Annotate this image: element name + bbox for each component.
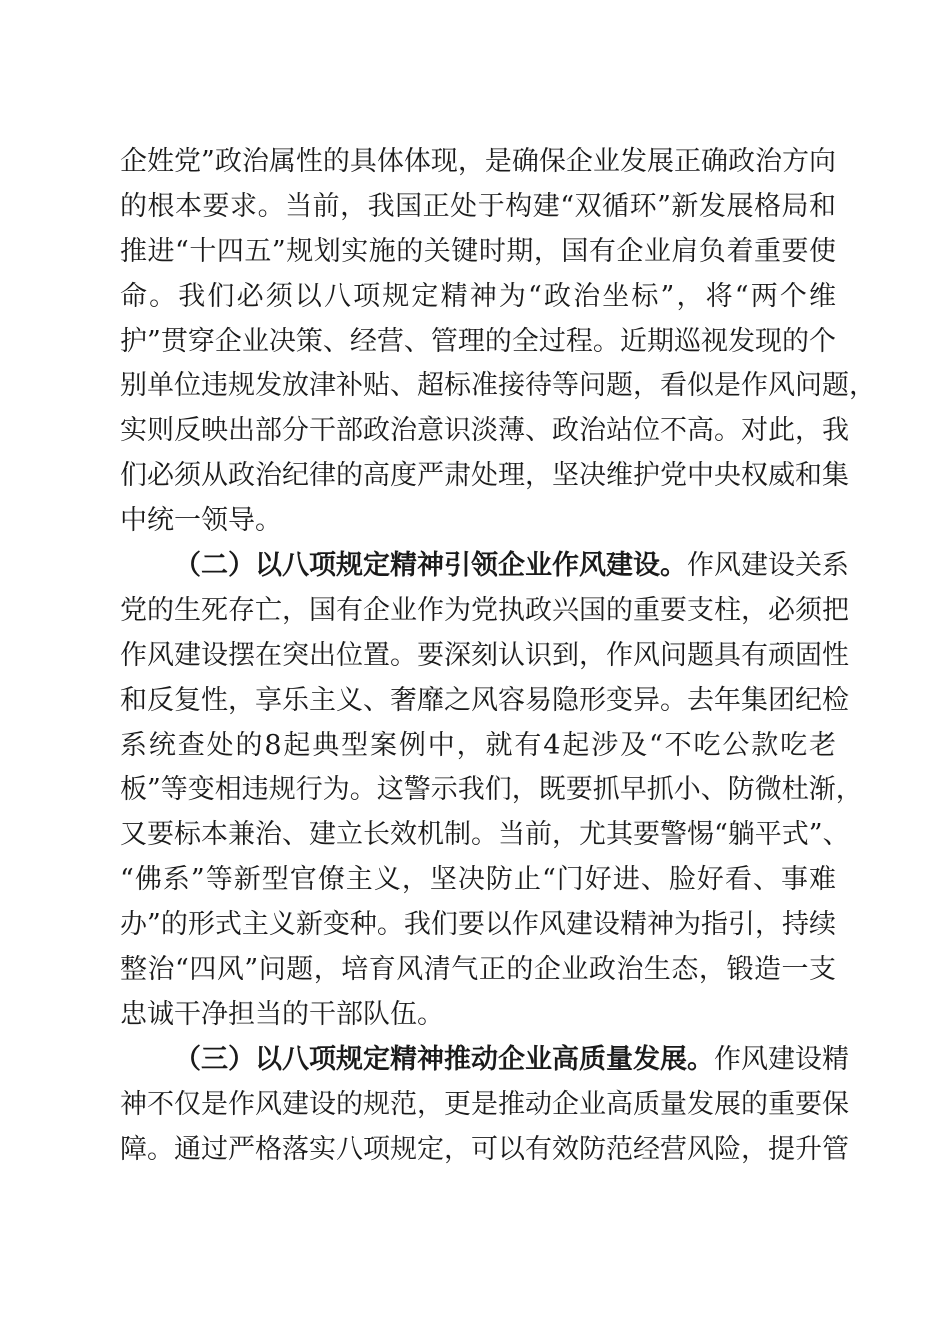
text-fragment: 作风建设精: [714, 1043, 849, 1075]
text-line: 忠诚干净担当的干部队伍。: [120, 998, 444, 1030]
text-line: 的根本要求。当前，我国正处于构建“双循环”新发展格局和: [120, 190, 836, 222]
text-line: 实则反映出部分干部政治意识淡薄、政治站位不高。对此，我: [120, 415, 849, 447]
text-line: 企姓党”政治属性的具体体现，是确保企业发展正确政治方向: [120, 146, 836, 177]
text-line: 板”等变相违规行为。这警示我们，既要抓早抓小、防微杜渐，: [120, 774, 863, 806]
text-line: 命。我们必须以八项规定精神为“政治坐标”，将“两个维: [120, 280, 836, 312]
document-body: [120, 140, 876, 1172]
text-line: 整治“四风”问题，培育风清气正的企业政治生态，锻造一支: [120, 954, 836, 986]
section-heading-line: [120, 1038, 849, 1083]
text-line: 作风建设摆在突出位置。要深刻认识到，作风问题具有顽固性: [120, 639, 849, 671]
text-line: 办”的形式主义新变种。我们要以作风建设精神为指引，持续: [120, 909, 836, 941]
text-line: 推进“十四五”规划实施的关键时期，国有企业肩负着重要使: [120, 235, 836, 267]
text-line: 神不仅是作风建设的规范，更是推动企业高质量发展的重要保: [120, 1088, 849, 1120]
text-line: 中统一领导。: [120, 505, 282, 537]
text-line: 障。通过严格落实八项规定，可以有效防范经营风险，提升管: [120, 1133, 849, 1165]
text-line: 系统查处的8起典型案例中，就有4起涉及“不吃公款吃老: [120, 729, 836, 761]
text-line: 又要标本兼治、建立长效机制。当前，尤其要警惕“躺平式”、: [120, 819, 850, 851]
text-line: 别单位违规发放津补贴、超标准接待等问题，看似是作风问题，: [120, 370, 876, 402]
section-heading: （三）以八项规定精神推动企业高质量发展。: [174, 1043, 714, 1075]
text-line: 和反复性，享乐主义、奢靡之风容易隐形变异。去年集团纪检: [120, 684, 849, 716]
text-line: “佛系”等新型官僚主义，坚决防止“门好进、脸好看、事难: [120, 864, 836, 896]
section-heading: （二）以八项规定精神引领企业作风建设。: [174, 550, 687, 582]
text-line: 们必须从政治纪律的高度严肃处理，坚决维护党中央权威和集: [120, 460, 849, 492]
text-line: 护”贯穿企业决策、经营、管理的全过程。近期巡视发现的个: [120, 325, 836, 357]
text-fragment: 作风建设关系: [687, 550, 849, 582]
text-line: 党的生死存亡，国有企业作为党执政兴国的重要支柱，必须把: [120, 594, 849, 626]
section-heading-line: [120, 544, 849, 589]
